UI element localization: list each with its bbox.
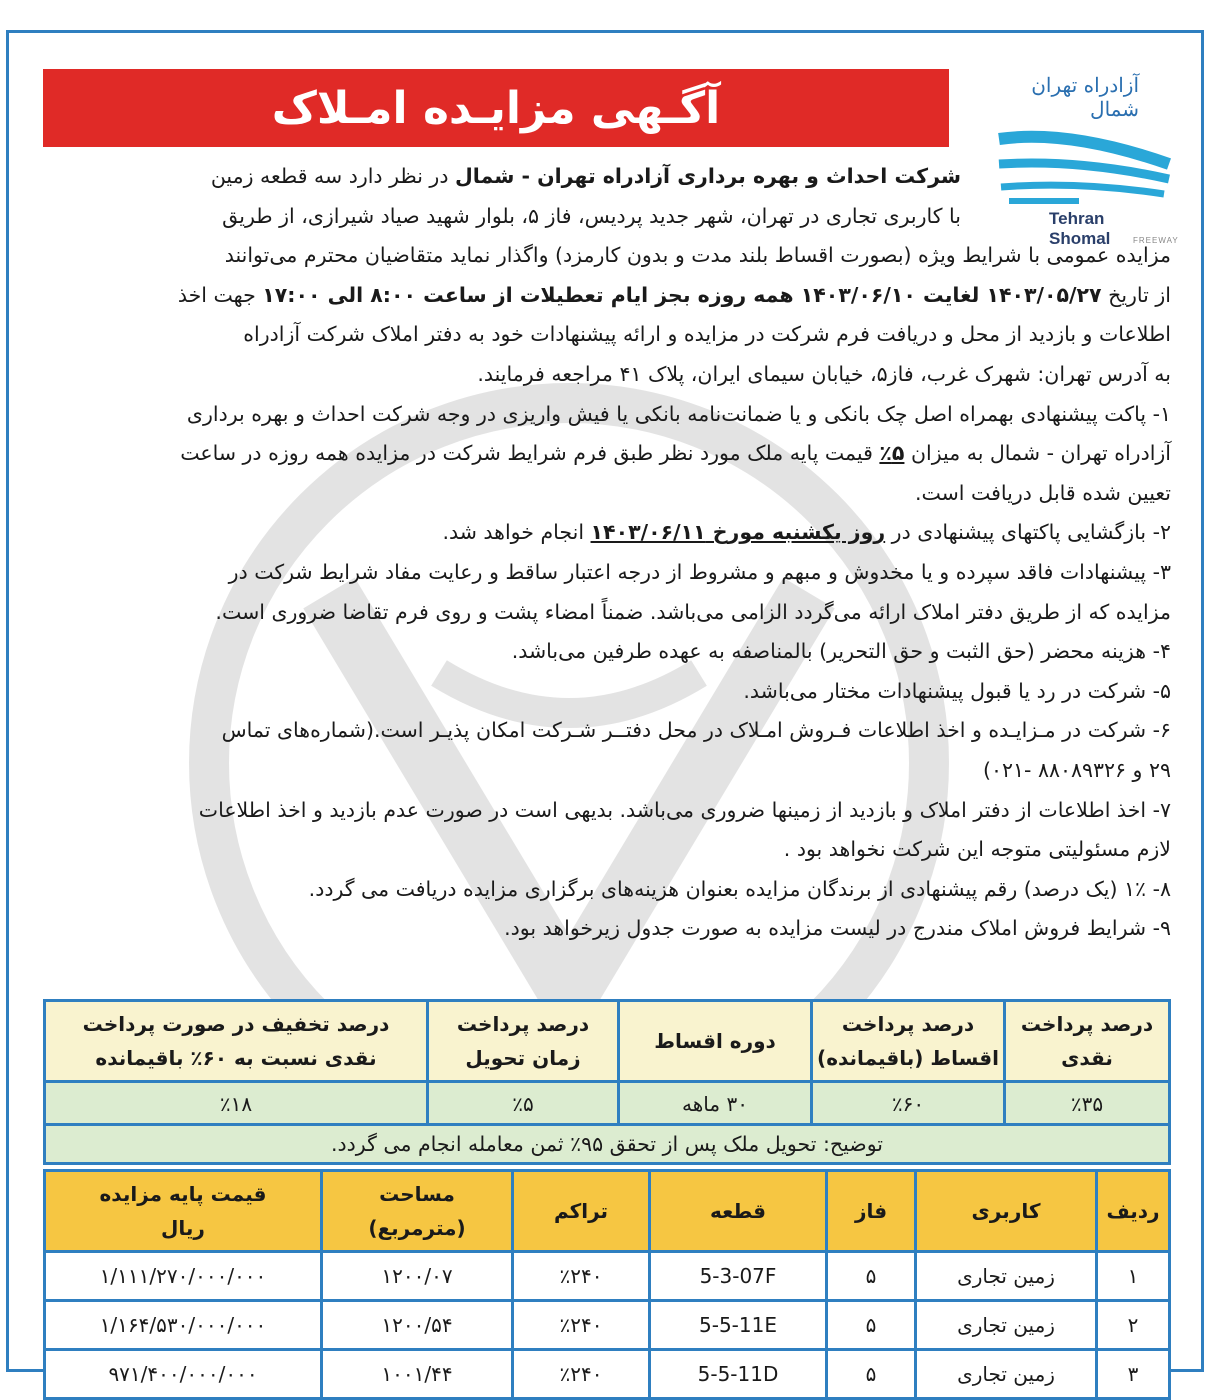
item-3-line-a: ۳- پیشنهادات فاقد سپرده و یا مخدوش و مبهم و مشروط از درجه اعتبار ساقط و رعایت مفاد شرایط شرکت در [228, 559, 1171, 584]
lot-area: ۱۰۰۱/۴۴ [322, 1350, 513, 1399]
terms-value-delivery: ٪۵ [428, 1082, 619, 1127]
terms-value-installments: ٪۶۰ [812, 1082, 1005, 1127]
intro-line-3: مزایده عمومی با شرایط ویژه (بصورت اقساط بلند مدت و بدون کارمزد) واگذار نماید متقاضیان محترم می‌توانند [224, 243, 1171, 268]
lots-header-phase: فاز [827, 1171, 916, 1252]
terms-header-period: دوره اقساط [619, 1001, 812, 1082]
terms-value-row [45, 1082, 1170, 1127]
item-2: ۲- بازگشایی پاکتهای پیشنهادی در روز یکشنبه مورخ ۱۴۰۳/۰۶/۱۱ انجام خواهد شد. [442, 520, 1171, 545]
item-5: ۵- شرکت در رد یا قبول پیشنهادات مختار می‌باشد. [743, 678, 1171, 703]
terms-header-discount: درصد تخفیف در صورت پرداخت نقدی نسبت به ۶۰٪ باقیمانده [45, 1001, 428, 1082]
item-6-line-b: ۲۹ و ۸۸۰۸۹۳۲۶ -۰۲۱) [982, 757, 1171, 782]
lot-phase: ۵ [827, 1252, 916, 1301]
table-row [45, 1301, 1170, 1350]
advert-frame [6, 30, 1204, 1386]
lot-phase: ۵ [827, 1350, 916, 1399]
intro-line-1: شرکت احداث و بهره برداری آزادراه تهران - شمال در نظر دارد سه قطعه زمین [210, 164, 961, 188]
item-1-line-a: ۱- پاکت پیشنهادی بهمراه اصل چک بانکی و یا ضمانت‌نامه بانکی یا فیش واریزی در وجه شرکت احداث و بهره برداری [186, 401, 1171, 426]
logo-text-en-3: FREEWAY [1133, 236, 1179, 245]
terms-header-cash: درصد پرداخت نقدی [1005, 1001, 1170, 1082]
intro-line-4: از تاریخ ۱۴۰۳/۰۵/۲۷ لغایت ۱۴۰۳/۰۶/۱۰ همه روزه بجز ایام تعطیلات از ساعت ۸:۰۰ الی ۱۷:۰۰ جهت اخذ [177, 282, 1171, 307]
lot-area: ۱۲۰۰/۰۷ [322, 1252, 513, 1301]
title-banner [43, 69, 949, 147]
item-4: ۴- هزینه محضر (حق الثبت و حق التحریر) بالمناصفه به عهده طرفین می‌باشد. [511, 639, 1171, 664]
lot-row-num: ۱ [1097, 1252, 1170, 1301]
lot-usage: زمین تجاری [916, 1301, 1097, 1350]
lot-area: ۱۲۰۰/۵۴ [322, 1301, 513, 1350]
lots-header-plot: قطعه [650, 1171, 827, 1252]
lot-phase: ۵ [827, 1301, 916, 1350]
item-1-line-d: تعیین شده قابل دریافت است. [914, 480, 1171, 505]
lot-density: ٪۲۴۰ [513, 1301, 650, 1350]
item-9: ۹- شرایط فروش املاک مندرج در لیست مزایده به صورت جدول زیرخواهد بود. [504, 916, 1171, 941]
table-row [45, 1350, 1170, 1399]
table-row [45, 1252, 1170, 1301]
lots-header-row-num: ردیف [1097, 1171, 1170, 1252]
item-7-line-a: ۷- اخذ اطلاعات از دفتر املاک و بازدید از زمینها ضروری می‌باشد. بدیهی است در صورت عدم بازدید و اخذ اطلاعات [198, 797, 1171, 822]
terms-value-period: ۳۰ ماهه [619, 1082, 812, 1127]
lots-header-usage: کاربری [916, 1171, 1097, 1252]
logo-text-en-1: Tehran [1049, 209, 1105, 228]
logo-text-fa: آزادراه تهران شمال [1031, 73, 1139, 121]
lot-usage: زمین تجاری [916, 1252, 1097, 1301]
lot-base-price: ۱/۱۶۴/۵۳۰/۰۰۰/۰۰۰ [45, 1301, 322, 1350]
delivery-note: توضیح: تحویل ملک پس از تحقق ۹۵٪ ثمن معامله انجام می گردد. [43, 1123, 1171, 1165]
intro-line-6: به آدرس تهران: شهرک غرب، فاز۵، خیابان سیمای ایران، پلاک ۴۱ مراجعه فرمایند. [477, 361, 1171, 386]
terms-value-discount: ٪۱۸ [45, 1082, 428, 1127]
lots-table [43, 1169, 1171, 1400]
page-title: آگـهی مزایـده امـلاک [271, 82, 721, 134]
terms-header-delivery: درصد پرداخت زمان تحویل [428, 1001, 619, 1082]
terms-header-installments: درصد پرداخت اقساط (باقیمانده) [812, 1001, 1005, 1082]
item-8: ۸- ۱٪ (یک درصد) رقم پیشنهادی از برندگان مزایده بعنوان هزینه‌های برگزاری مزایده دریافت می گردد. [308, 876, 1171, 901]
lot-density: ٪۲۴۰ [513, 1252, 650, 1301]
lots-header-base-price: قیمت پایه مزایده ریال [45, 1171, 322, 1252]
lot-base-price: ۹۷۱/۴۰۰/۰۰۰/۰۰۰ [45, 1350, 322, 1399]
intro-line-5: اطلاعات و بازدید از محل و دریافت فرم شرکت در مزایده و ارائه پیشنهادات خود به دفتر املاک شرکت آزادراه [243, 322, 1171, 347]
intro-line-2: با کاربری تجاری در تهران، شهر جدید پردیس، فاز ۵، بلوار شهید صیاد شیرازی، از طریق [222, 203, 961, 228]
lot-plot: 5-3-07F [650, 1252, 827, 1301]
lots-header-area: مساحت (مترمربع) [322, 1171, 513, 1252]
advert-body [39, 157, 1171, 949]
item-7-line-b: لازم مسئولیتی متوجه این شرکت نخواهد بود . [783, 837, 1171, 862]
logo-text-en-2: Shomal [1049, 229, 1111, 248]
terms-value-cash: ٪۳۵ [1005, 1082, 1170, 1127]
lot-row-num: ۳ [1097, 1350, 1170, 1399]
lot-usage: زمین تجاری [916, 1350, 1097, 1399]
lot-row-num: ۲ [1097, 1301, 1170, 1350]
lot-plot: 5-5-11E [650, 1301, 827, 1350]
terms-header-row [45, 1001, 1170, 1082]
item-1-line-b: آزادراه تهران - شمال به میزان ۵٪ قیمت پایه ملک مورد نظر طبق فرم شرایط شرکت در مزایده همه روزه در ساعت [180, 441, 1171, 466]
item-3-line-b: مزایده که از طریق دفتر املاک ارائه می‌گردد الزامی می‌باشد. ضمناً امضاء پشت و روی فرم تقاضا ضروری است. [215, 599, 1171, 624]
lot-plot: 5-5-11D [650, 1350, 827, 1399]
item-6-line-a: ۶- شرکت در مـزایـده و اخذ اطلاعات فـروش امـلاک در محل دفتــر شـرکت امکان پذیـر است.(شماره‌های تماس [221, 718, 1171, 743]
lots-header-row [45, 1171, 1170, 1252]
payment-terms-table [43, 999, 1171, 1128]
lot-base-price: ۱/۱۱۱/۲۷۰/۰۰۰/۰۰۰ [45, 1252, 322, 1301]
lots-header-density: تراکم [513, 1171, 650, 1252]
lot-density: ٪۲۴۰ [513, 1350, 650, 1399]
